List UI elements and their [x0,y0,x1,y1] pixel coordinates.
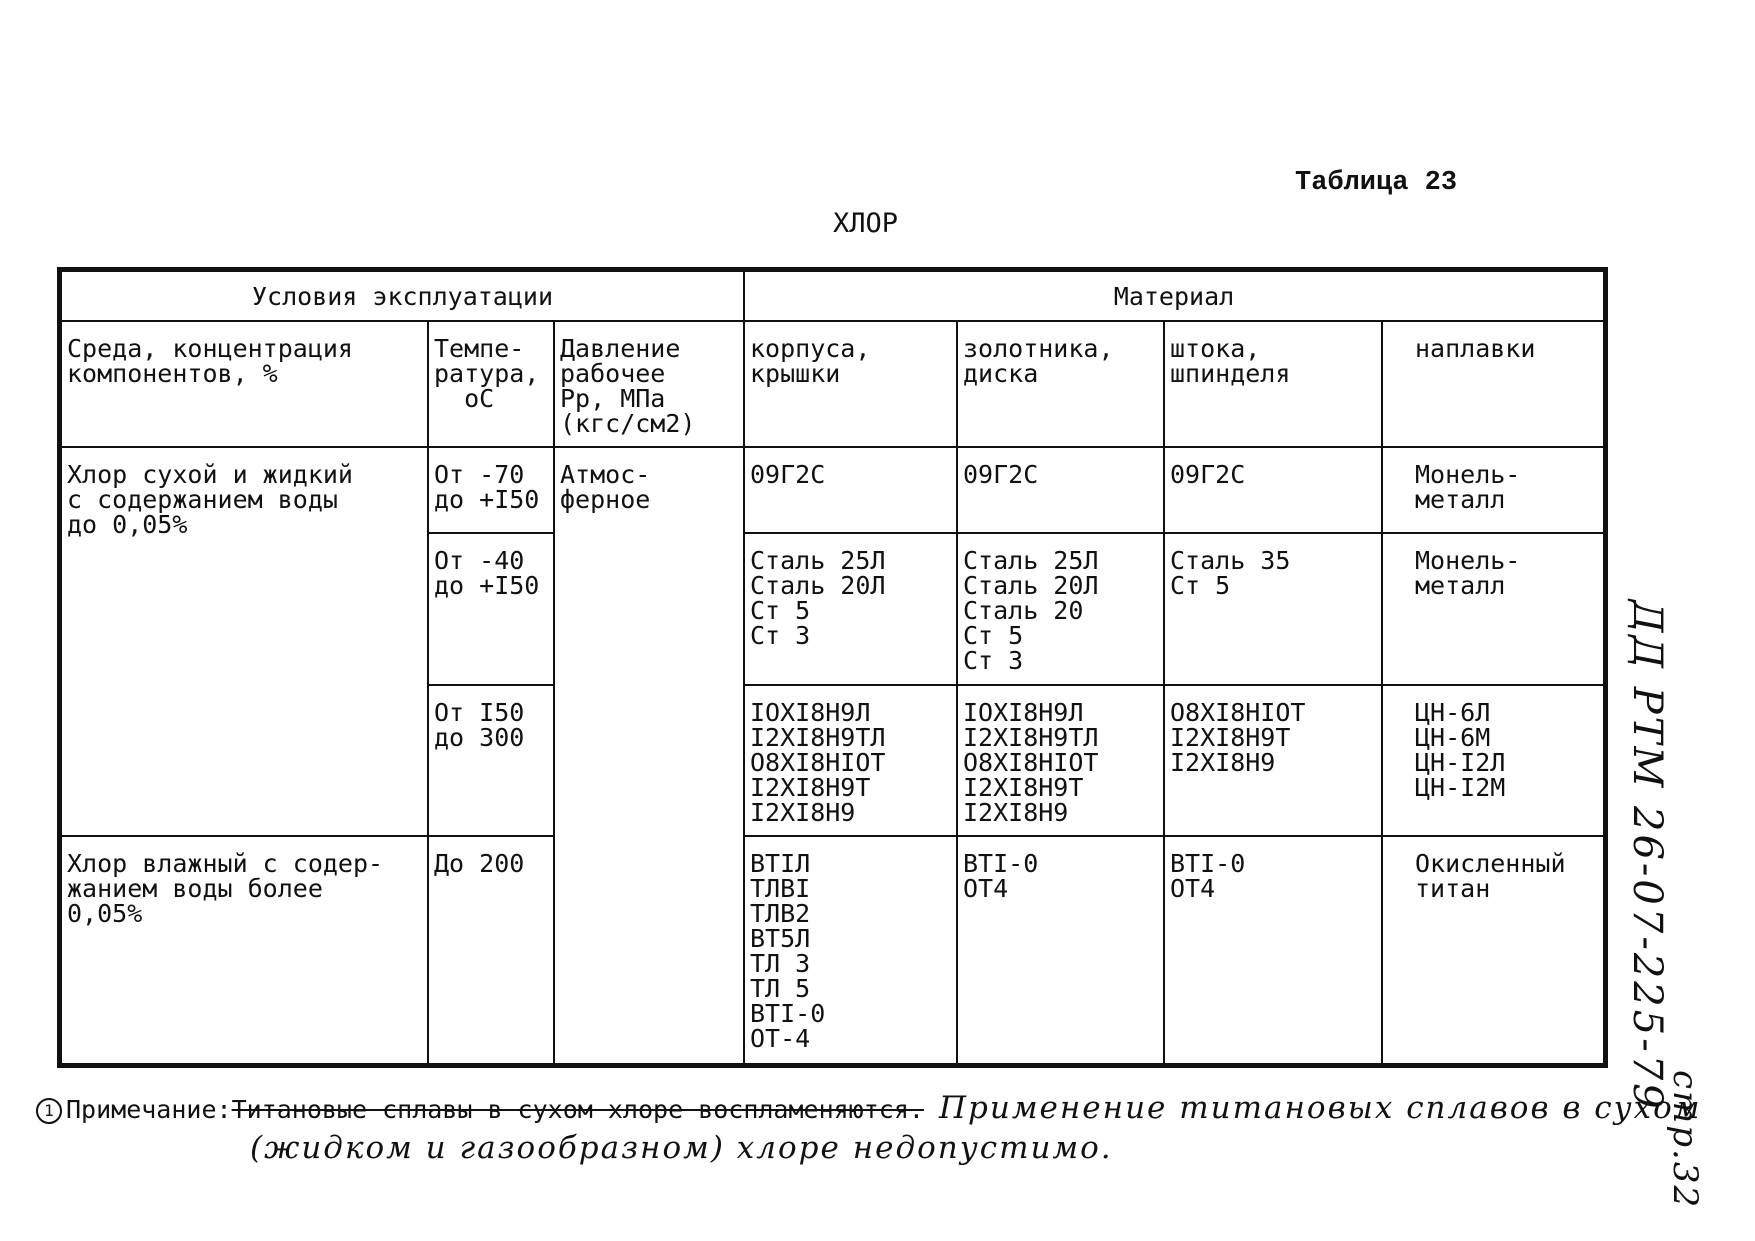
medium-dry-chlorine: Хлор сухой и жидкий с содержанием воды до 0,05% [61,447,428,836]
note-marker: 1 [36,1098,62,1124]
note-label: Примечание: [66,1095,232,1124]
stem-row-1: 09Г2С [1164,447,1382,533]
header-temperature: Темпе- ратура, оС [428,321,554,447]
temp-row-3: От I50 до 300 [428,685,554,836]
page-number: стр.32 [1665,1070,1705,1210]
header-disc: золотника, диска [957,321,1164,447]
temp-row-2: От -40 до +I50 [428,533,554,685]
cladding-row-3: ЦН-6Л ЦН-6М ЦН-I2Л ЦН-I2М [1382,685,1604,836]
disc-row-4: ВТI-0 ОТ4 [957,836,1164,1064]
stem-row-3: O8XI8HIOT I2XI8H9T I2XI8H9 [1164,685,1382,836]
header-cladding: наплавки [1382,321,1604,447]
cladding-row-1: Монель- металл [1382,447,1604,533]
header-stem: штока, шпинделя [1164,321,1382,447]
stem-row-4: ВТI-0 ОТ4 [1164,836,1382,1064]
materials-table [60,270,1605,1065]
header-pressure: Давление рабочее Рр, МПа (кгс/см2) [554,321,744,447]
note [36,1090,1701,1126]
disc-row-3: IOXI8H9Л I2XI8H9ТЛ O8XI8HIOT I2XI8H9T I2XI8H9 [957,685,1164,836]
note-handwritten-line-2: (жидком и газообразном) хлоре недопустимо. [250,1130,1113,1166]
body-row-2: Сталь 25Л Сталь 20Л Ст 5 Ст 3 [744,533,957,685]
pressure-atmospheric: Атмос- ферное [554,447,744,1064]
header-conditions: Условия эксплуатации [61,271,744,321]
disc-row-1: 09Г2С [957,447,1164,533]
header-body: корпуса, крышки [744,321,957,447]
temp-row-1: От -70 до +I50 [428,447,554,533]
body-row-4: ВТIЛ ТЛВI ТЛВ2 ВТ5Л ТЛ 3 ТЛ 5 ВТI-0 ОТ-4 [744,836,957,1064]
cladding-row-2: Монель- металл [1382,533,1604,685]
note-struck-text: Титановые сплавы в сухом хлоре воспламеняются. [231,1095,924,1124]
header-medium: Среда, концентрация компонентов, % [61,321,428,447]
temp-row-4: До 200 [428,836,554,1064]
page-title: ХЛОР [833,208,899,239]
body-row-1: 09Г2С [744,447,957,533]
header-material: Материал [744,271,1604,321]
stem-row-2: Сталь 35 Ст 5 [1164,533,1382,685]
document-code: ДД РТМ 26-07-225-79 [1624,600,1670,1112]
note-handwritten-line-1: Применение титановых сплавов в сухом [939,1090,1702,1126]
cladding-row-4: Окисленный титан [1382,836,1604,1064]
disc-row-2: Сталь 25Л Сталь 20Л Сталь 20 Ст 5 Ст 3 [957,533,1164,685]
table-number: Таблица 23 [1295,168,1458,198]
medium-wet-chlorine: Хлор влажный с содер- жанием воды более 0,05% [61,836,428,1064]
body-row-3: IOXI8H9Л I2XI8H9ТЛ O8XI8HIOT I2XI8H9T I2XI8H9 [744,685,957,836]
